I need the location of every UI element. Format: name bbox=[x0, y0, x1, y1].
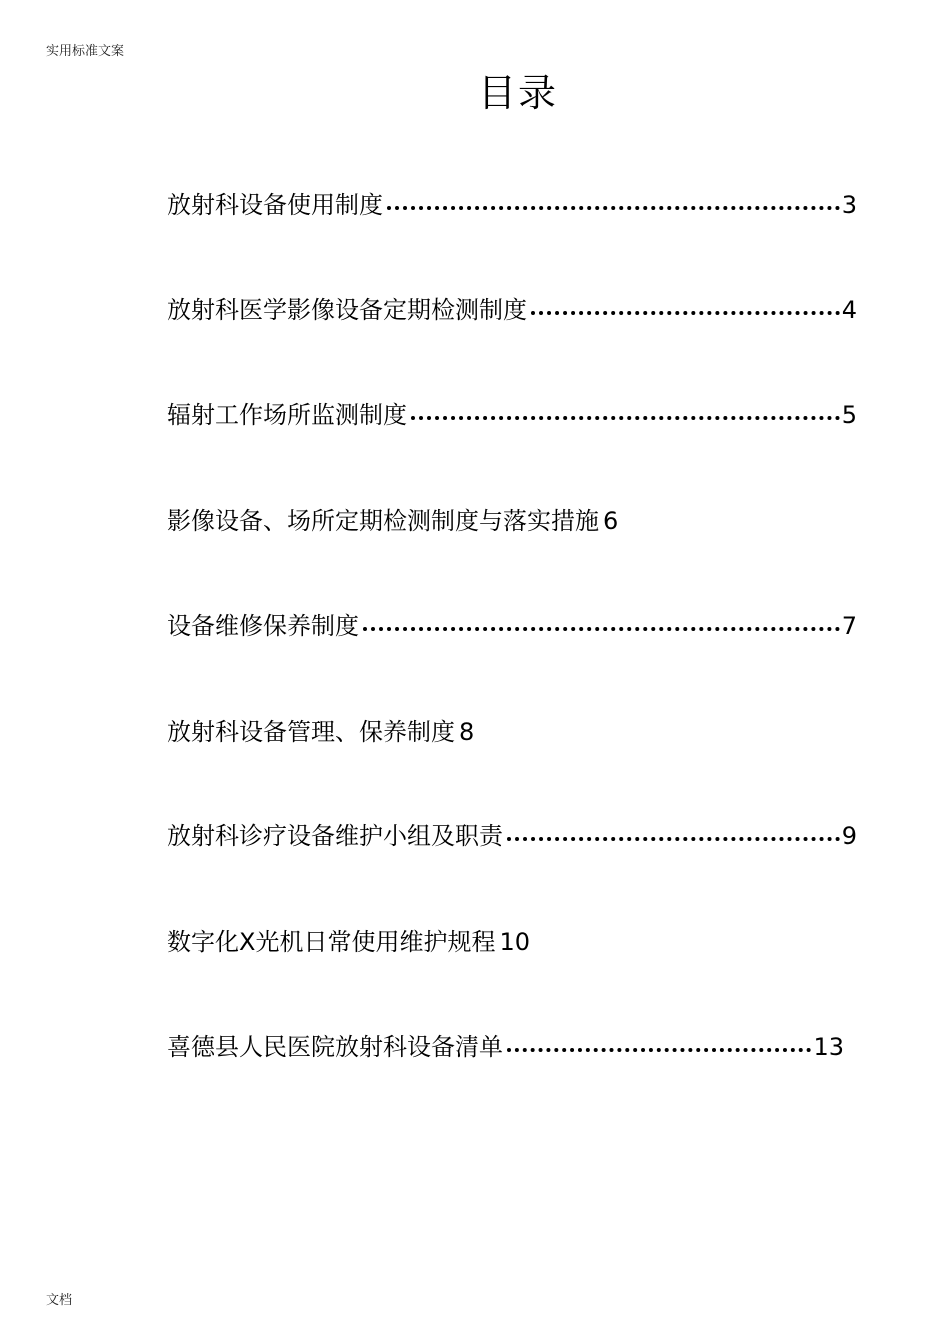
toc-page-number: 4 bbox=[841, 296, 857, 324]
toc-entry-label: 放射科设备管理、保养制度 bbox=[167, 718, 455, 746]
toc-page-number: 9 bbox=[841, 822, 857, 850]
toc-entry[interactable] bbox=[167, 398, 857, 432]
toc-entry[interactable] bbox=[167, 715, 474, 749]
toc-page-number: 8 bbox=[459, 718, 475, 746]
toc-entry-label: 数字化X光机日常使用维护规程 bbox=[167, 928, 496, 956]
page-footer: 文档 bbox=[46, 1293, 73, 1308]
toc-entry[interactable] bbox=[167, 925, 530, 959]
toc-page-number: 13 bbox=[813, 1033, 844, 1061]
toc-entry[interactable] bbox=[167, 504, 618, 538]
toc-dot-leader bbox=[411, 416, 840, 420]
toc-entry-label: 放射科医学影像设备定期检测制度 bbox=[167, 296, 527, 324]
toc-page-number: 5 bbox=[841, 401, 857, 429]
toc-entry[interactable] bbox=[167, 293, 857, 327]
toc-entry[interactable] bbox=[167, 819, 857, 853]
toc-page-number: 10 bbox=[499, 928, 530, 956]
toc-entry[interactable] bbox=[167, 188, 857, 222]
toc-dot-leader bbox=[507, 837, 840, 841]
toc-page-number: 7 bbox=[841, 612, 857, 640]
page-header: 实用标准文案 bbox=[46, 44, 125, 59]
toc-page-number: 3 bbox=[841, 191, 857, 219]
toc-page-number: 6 bbox=[603, 507, 619, 535]
toc-entry-label: 影像设备、场所定期检测制度与落实措施 bbox=[167, 507, 599, 535]
page-title: 目录 bbox=[477, 71, 558, 115]
toc-entry-label: 喜德县人民医院放射科设备清单 bbox=[167, 1033, 503, 1061]
toc-dot-leader bbox=[387, 206, 840, 210]
toc-entry-label: 放射科设备使用制度 bbox=[167, 191, 383, 219]
toc-entry[interactable] bbox=[167, 1030, 844, 1064]
toc-dot-leader bbox=[363, 627, 840, 631]
toc-dot-leader bbox=[531, 311, 840, 315]
toc-entry[interactable] bbox=[167, 609, 857, 643]
toc-entry-label: 设备维修保养制度 bbox=[167, 612, 359, 640]
toc-entry-label: 辐射工作场所监测制度 bbox=[167, 401, 407, 429]
toc-entry-label: 放射科诊疗设备维护小组及职责 bbox=[167, 822, 503, 850]
toc-dot-leader bbox=[507, 1048, 811, 1052]
